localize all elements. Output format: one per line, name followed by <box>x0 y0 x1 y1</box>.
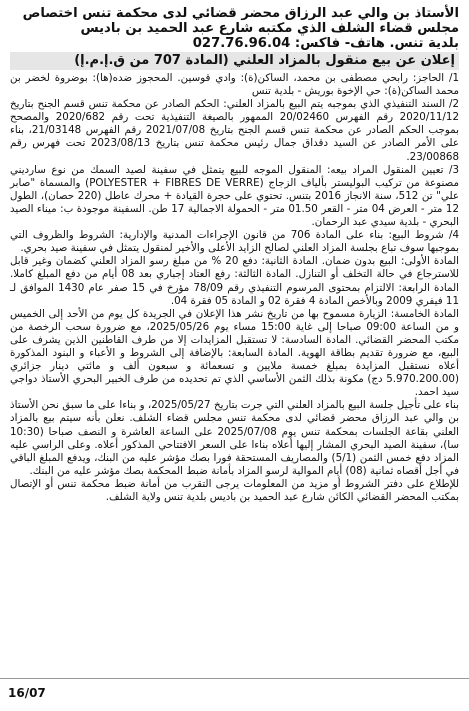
bailiff-header <box>10 6 459 51</box>
paragraph-item-description: 3/ تعيين المنقول المراد بيعه: المنقول الموجه للبيع يتمثل في سفينة لصيد السمك من نوع سارديني مصنوعة من تركيب البوليستر بألياف الزجاج (POLYESTER + FIBRES DE VERRE) والمسماة "صابر علي" تن 512، سنة الانجاز 2016 بتنس. تحتوي على حجرة القيادة + محرك عاطل (220 حصان)، الطول 12 متر - العرض 04 متر - القعر 01.50 متر - الحمولة الاجمالية 17 طن. السفينة موجودة ب: ميناء الصيد البحري - بلدية سيدي عبد الرحمان. <box>10 163 460 229</box>
page-number: 16/07 <box>8 686 46 700</box>
paragraph-articles-5-7: المادة الخامسة: الزيارة مسموح بها من تاريخ نشر هذا الإعلان في الجريدة كل يوم من الأحد إلى الخميس و من الساعة 09:00 صباحا إلى غاية 15:00 مساء يوم 2025/05/26، مع ضرورة سحب الرخصة من مكتب المحضر القضائي. المادة السادسة: لا تستقبل المزايدات إلا من طرف القاطنين الذين يشرف على البيع، مع ضرورة تقديم بطاقة الهوية. المادة السابعة: بالإضافة إلى الشروط و الأعباء و البنود المذكورة أعلاه نستقبل المزايدة بمبلغ خمسة ملايين و تسعمائة و سبعون ألف و مائتي دينار جزائري (5.970.200.00 دج) مكونة بذلك الثمن الأساسي الذي تم تحديده من طرف الخبير البحري الأستاذ دواجي سيد احمد. <box>10 307 460 399</box>
paragraph-parties: 1/ الحاجز: رابحي مصطفى بن محمد، الساكن(ة): وادي قوسين. المحجوز ضده(ها): بوضروة لخضر بن محمد الساكن(ة): حي الإخوة بوريش - بلدية تنس <box>10 72 459 98</box>
paragraph-enforcement-title: 2/ السند التنفيذي الذي بموجبه يتم البيع بالمزاد العلني: الحكم الصادر عن محكمة تنس قسم الجنح بتاريخ 2020/11/12 رقم الفهرس 20/02460 الممهور بالصيغة التنفيذية تحت رقم 2020/682 والمصحح بموجب الحكم الصادر عن محكمة تنس قسم الجنح بتاريخ 2021/07/08 رقم الفهرس 21/03148، بناء على الأمر الصادر عن السيد دقداق جمال رئيس محكمة تنس بتاريخ 2023/08/13 تحت فهرس رقم 23/00868. <box>10 98 460 163</box>
header-line-3: بلدية تنس. هاتف- فاكس: 027.76.96.04 <box>192 36 459 51</box>
header-line-1: الأستاذ بن والي عبد الرزاق محضر قضائي لدى محكمة تنس اختصاص <box>22 6 459 21</box>
notice-body <box>10 72 459 504</box>
footer-divider <box>0 678 469 679</box>
paragraph-articles-1-4: المادة الأولى: البيع بدون ضمان. المادة الثانية: دفع 20 % من مبلغ رسو المزاد العلني كضمان وغير قابل للاسترجاع في حالة التخلف أو التنازل. المادة الثالثة: رفع العتاد إجباري بعد 08 أيام من دفع المبلغ كاملا. المادة الرابعة: الالتزام بمحتوى المرسوم التنفيذي رقم 78/09 مؤرخ في 15 صفر عام 1430 الموافق لـ 11 فيفري 2009 وبالأخص المادة 4 فقرة 02 و المادة 05 فقرة 04. <box>10 255 460 307</box>
paragraph-contact-info: للإطلاع على دفتر الشروط أو مزيد من المعلومات يرجى التقرب من أمانة ضبط محكمة تنس أو الإتصال بمكتب المحضر القضائي الكائن شارع عبد الحميد بن باديس بلدية تنس ولاية الشلف. <box>10 477 459 503</box>
header-line-2: مجلس قضاء الشلف الذي مكتبه شارع عبد الحميد بن باديس <box>80 21 459 36</box>
notice-title: إعلان عن بيع منقول بالمزاد العلني (المادة 707 من ق.إ.م.إ) <box>10 52 459 70</box>
paragraph-auction-announcement: بناء على تأجيل جلسة البيع بالمزاد العلني التي جرت بتاريخ 2025/05/27، و بناءا على ما سبق نحن الأستاذ بن والي عبد الرزاق محضر قضائي لدى محكمة تنس مجلس قضاء الشلف. نعلن بأنه سيتم بيع بالمزاد العلني بقاعة الجلسات بمحكمة تنس يوم 2025/07/08 على الساعة العاشرة و النصف صباحا (10:30 سا)، سفينة الصيد البحري المشار إليها أعلاه بناءا على السعر الافتتاحي المذكور أعلاه. وعلى الراسي عليه المزاد دفع خمس الثمن (5/1) والمصاريف المستحقة فورا بصك مؤشر عليه من البنك، ويدفع المبلغ الباقي في أجل أقصاه ثمانية (08) أيام الموالية لرسو المزاد بأمانة ضبط المحكمة بصك مؤشر عليه من البنك. <box>10 399 460 477</box>
paragraph-sale-conditions: 4/ شروط البيع: بناء على المادة 706 من قانون الإجراءات المدنية والإدارية: الشروط والظروف التي بموجبها سوف تباع بجلسة المزاد العلني لصالح الزايد الأعلى والأخير لمنقول يتمثل في سفينة صيد بحري. <box>10 229 459 255</box>
